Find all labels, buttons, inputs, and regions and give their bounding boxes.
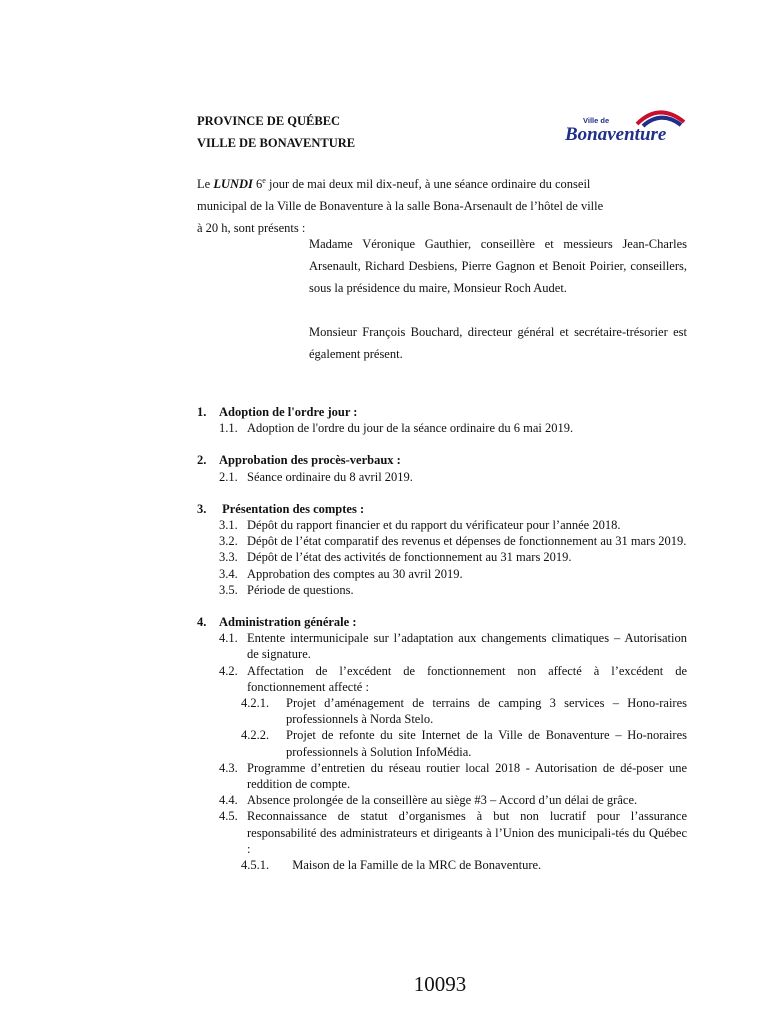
intro-line-1: Le LUNDI 6e jour de mai deux mil dix-neuf, à une séance ordinaire du conseil bbox=[197, 176, 591, 192]
province-line: PROVINCE DE QUÉBEC bbox=[197, 114, 341, 128]
agenda-section bbox=[197, 452, 687, 484]
intro-line-3: à 20 h, sont présents : bbox=[197, 221, 306, 236]
agenda-section bbox=[197, 404, 687, 436]
agenda-item: 3.5. Période de questions. bbox=[219, 582, 354, 597]
logo-small-text: Ville de bbox=[583, 116, 610, 125]
day-suffix: e bbox=[262, 176, 266, 185]
day-number: 6 bbox=[256, 177, 263, 192]
page-number: 10093 bbox=[413, 972, 467, 996]
bonaventure-logo bbox=[563, 104, 693, 148]
document-header bbox=[197, 110, 355, 154]
agenda-item: 3.4. Approbation des comptes au 30 avril 2019. bbox=[219, 566, 463, 581]
intro-line-2: municipal de la Ville de Bonaventure à la salle Bona-Arsenault de l’hôtel de ville bbox=[197, 199, 604, 214]
attendees-block bbox=[309, 233, 687, 365]
agenda-item: 4.2. Affectation de l’excédent de fonctionnement non affecté à l’excédent de fonctionnement affecté : bbox=[219, 663, 687, 694]
section-title: 3. Présentation des comptes : bbox=[197, 501, 365, 516]
agenda bbox=[197, 404, 687, 889]
intro-paragraph bbox=[197, 170, 687, 239]
agenda-item: 4.5. Reconnaissance de statut d’organismes à but non lucratif pour l’assurance responsabilité des administrateurs et dirigeants à l’Union des municipali-tés du Québec : bbox=[219, 809, 687, 856]
section-title: 4. Administration générale : bbox=[197, 615, 357, 630]
agenda-subitem: 4.2.2. Projet de refonte du site Internet de la Ville de Bonaventure – Ho-noraires professionnels à Solution InfoMédia. bbox=[241, 728, 687, 759]
logo-main-text: Bonaventure bbox=[565, 124, 667, 145]
agenda-item: 1.1. Adoption de l'ordre du jour de la séance ordinaire du 6 mai 2019. bbox=[219, 421, 574, 436]
section-title: 2. Approbation des procès-verbaux : bbox=[197, 453, 401, 468]
agenda-item: 3.3. Dépôt de l’état des activités de fonctionnement au 31 mars 2019. bbox=[219, 550, 572, 565]
section-title: 1. Adoption de l'ordre jour : bbox=[197, 405, 358, 419]
agenda-subitem: 4.2.1. Projet d’aménagement de terrains de camping 3 services – Hono-raires professionnels à Norda Stelo. bbox=[241, 696, 687, 727]
agenda-section bbox=[197, 501, 687, 598]
agenda-item: 3.2. Dépôt de l’état comparatif des revenus et dépenses de fonctionnement au 31 mars 2019. bbox=[219, 534, 687, 549]
agenda-item: 3.1. Dépôt du rapport financier et du rapport du vérificateur pour l’année 2018. bbox=[219, 518, 621, 533]
agenda-item: 4.4. Absence prolongée de la conseillère au siège #3 – Accord d’un délai de grâce. bbox=[219, 793, 638, 808]
agenda-item: 4.1. Entente intermunicipale sur l’adaptation aux changements climatiques – Autorisation de signature. bbox=[219, 631, 687, 662]
agenda-item: 4.3. Programme d’entretien du réseau routier local 2018 - Autorisation de dé-poser une reddition de compte. bbox=[219, 760, 687, 792]
attendees-council: Madame Véronique Gauthier, conseillère et messieurs Jean-Charles Arsenault, Richard Desbiens, Pierre Gagnon et Benoit Poirier, conseillers, sous la présidence du maire, Monsieur Roch Audet. bbox=[309, 237, 687, 295]
agenda-subitem: 4.5.1. Maison de la Famille de la MRC de Bonaventure. bbox=[241, 858, 542, 873]
meeting-day: LUNDI bbox=[213, 177, 253, 192]
city-line: VILLE DE BONAVENTURE bbox=[197, 136, 356, 150]
agenda-section bbox=[197, 614, 687, 873]
agenda-item: 2.1. Séance ordinaire du 8 avril 2019. bbox=[219, 469, 413, 484]
attendees-staff: Monsieur François Bouchard, directeur général et secrétaire-trésorier est également présent. bbox=[309, 325, 687, 361]
